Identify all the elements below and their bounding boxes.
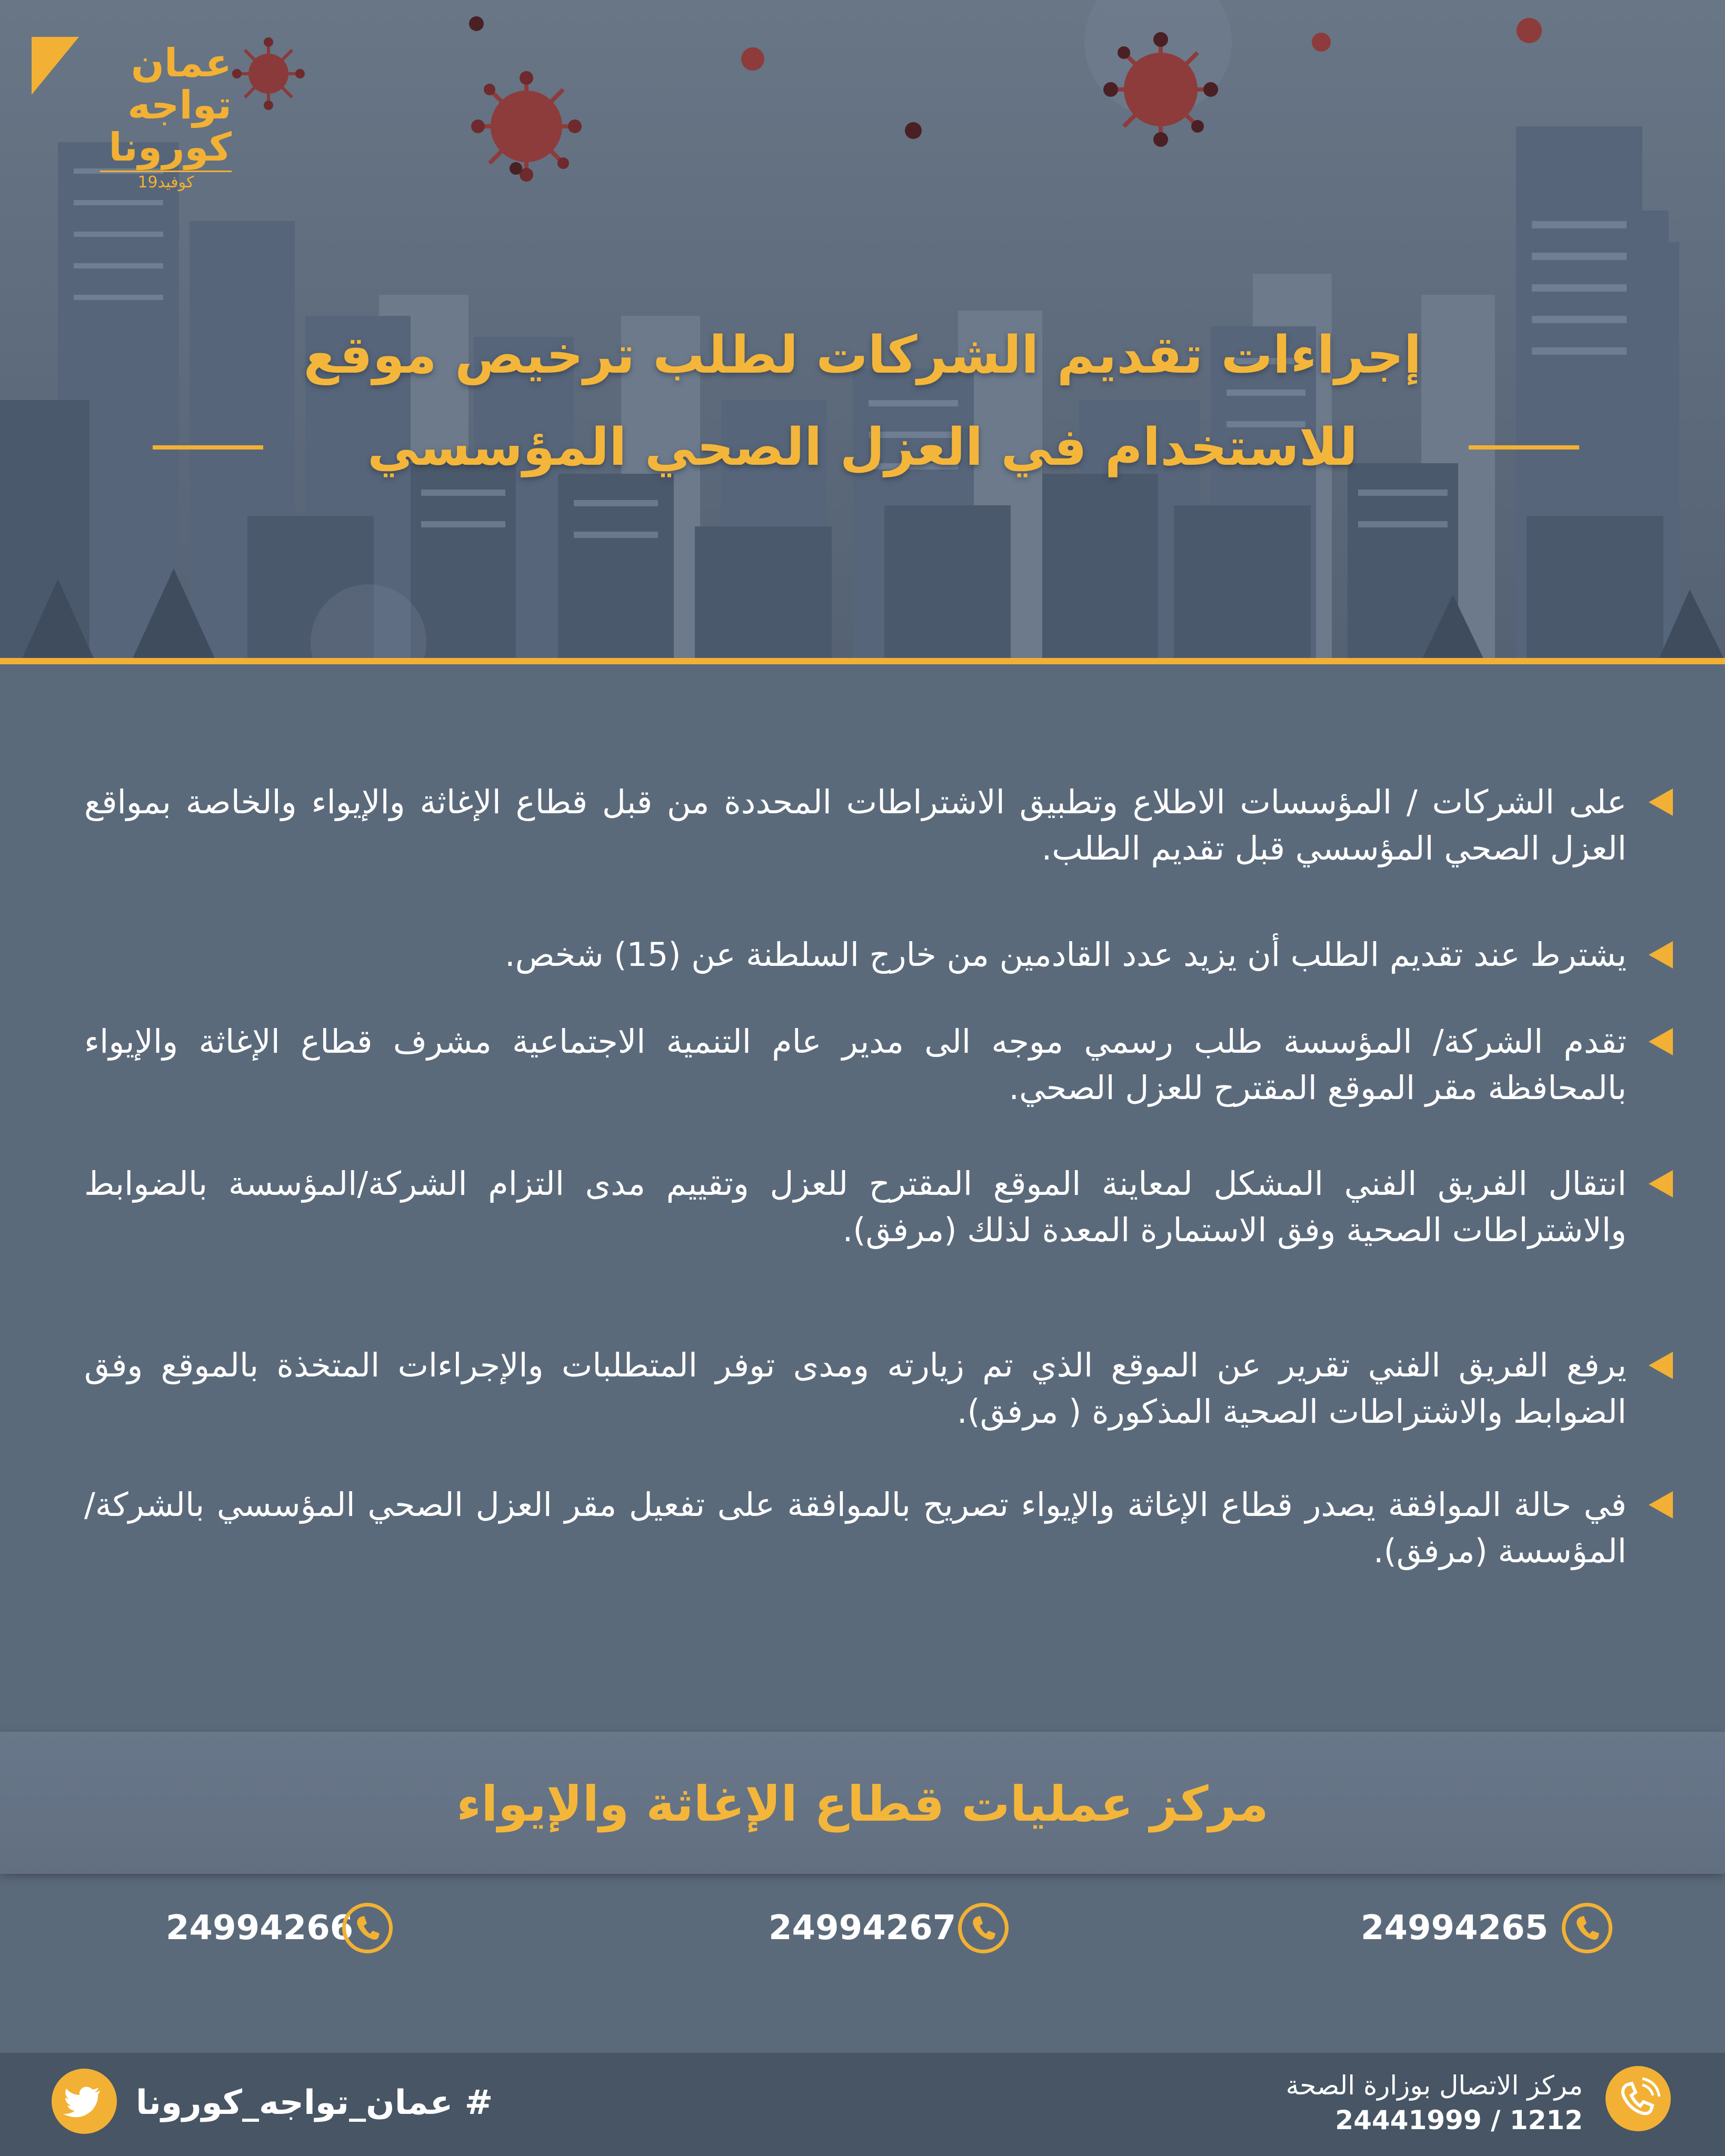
title-rule-left [153,445,263,450]
list-item [84,779,1627,872]
bullet-arrow-icon [1649,788,1673,816]
bullet-arrow-icon [1649,1352,1673,1379]
phone-number[interactable]: 24994267 [769,1909,956,1948]
logo-triangle-icon [32,37,79,95]
call-center-label: مركز الاتصال بوزارة الصحة [1285,2070,1583,2101]
bullet-arrow-icon [1649,1028,1673,1055]
operations-title: مركز عمليات قطاع الإغاثة والإيواء [456,1776,1269,1832]
logo-line-corona: كورونا [108,125,232,170]
logo-subtitle: كوفيد19 [100,171,232,192]
title-rule-right [1469,445,1579,450]
phone-number[interactable]: 24994266 [166,1909,354,1948]
phone-icon [958,1903,1009,1953]
step-text: انتقال الفريق الفني المشكل لمعاينة الموقع المقترح للعزل وتقييم مدى التزام الشركة/المؤسسة بالضوابط والاشتراطات الصحية وفق الاستمارة المعدة لذلك (مرفق). [84,1164,1627,1249]
phone-icon [1562,1903,1612,1953]
list-item [84,1161,1627,1253]
page-title-line1: إجراءات تقديم الشركات لطلب ترخيص موقع [303,325,1422,385]
call-center-numbers[interactable]: 1212 / 24441999 [1335,2105,1583,2135]
list-item [84,1019,1627,1111]
hero-banner [0,0,1725,661]
step-text: تقدم الشركة/ المؤسسة طلب رسمي موجه الى مدير عام التنمية الاجتماعية مشرف قطاع الإغاثة والإيواء بالمحافظة مقر الموقع المقترح للعزل الصحي. [84,1022,1627,1107]
step-text: يرفع الفريق الفني تقرير عن الموقع الذي تم زيارته ومدى توفر المتطلبات والإجراءات المتخذة بالموقع وفق الضوابط والاشتراطات الصحية المذكورة ( مرفق). [84,1346,1627,1431]
list-item [84,932,1627,978]
bullet-arrow-icon [1649,1170,1673,1197]
call-center-icon [1606,2066,1671,2131]
bullet-arrow-icon [1649,1491,1673,1519]
list-item [84,1342,1627,1435]
phone-contact-3[interactable] [166,1903,403,1961]
virus-particles [0,0,1725,211]
logo-line-oman: عمان [131,41,232,86]
step-text: يشترط عند تقديم الطلب أن يزيد عدد القادمين من خارج السلطنة عن (15) شخص. [504,935,1627,974]
phone-number[interactable]: 24994265 [1361,1909,1549,1948]
bullet-arrow-icon [1649,941,1673,969]
list-item [84,1482,1627,1574]
logo-line-faces: تواجه [127,83,232,128]
oman-faces-corona-logo [32,37,232,195]
phone-contact-1[interactable] [1355,1903,1619,1961]
step-text: في حالة الموافقة يصدر قطاع الإغاثة والإيواء تصريح بالموافقة على تفعيل مقر العزل الصحي المؤسسي بالشركة/ المؤسسة (مرفق). [84,1485,1627,1570]
hero-divider [0,658,1725,664]
phone-icon [342,1903,393,1953]
phone-contact-2[interactable] [769,1903,1021,1961]
page-title-line2: للاستخدام في العزل الصحي المؤسسي [367,417,1358,477]
step-text: على الشركات / المؤسسات الاطلاع وتطبيق الاشتراطات المحددة من قبل قطاع الإغاثة والإيواء والخاصة بمواقع العزل الصحي المؤسسي قبل تقديم الطلب. [84,783,1627,867]
twitter-icon[interactable] [52,2069,117,2134]
hashtag-text: # عمان_تواجه_كورونا [136,2083,493,2122]
